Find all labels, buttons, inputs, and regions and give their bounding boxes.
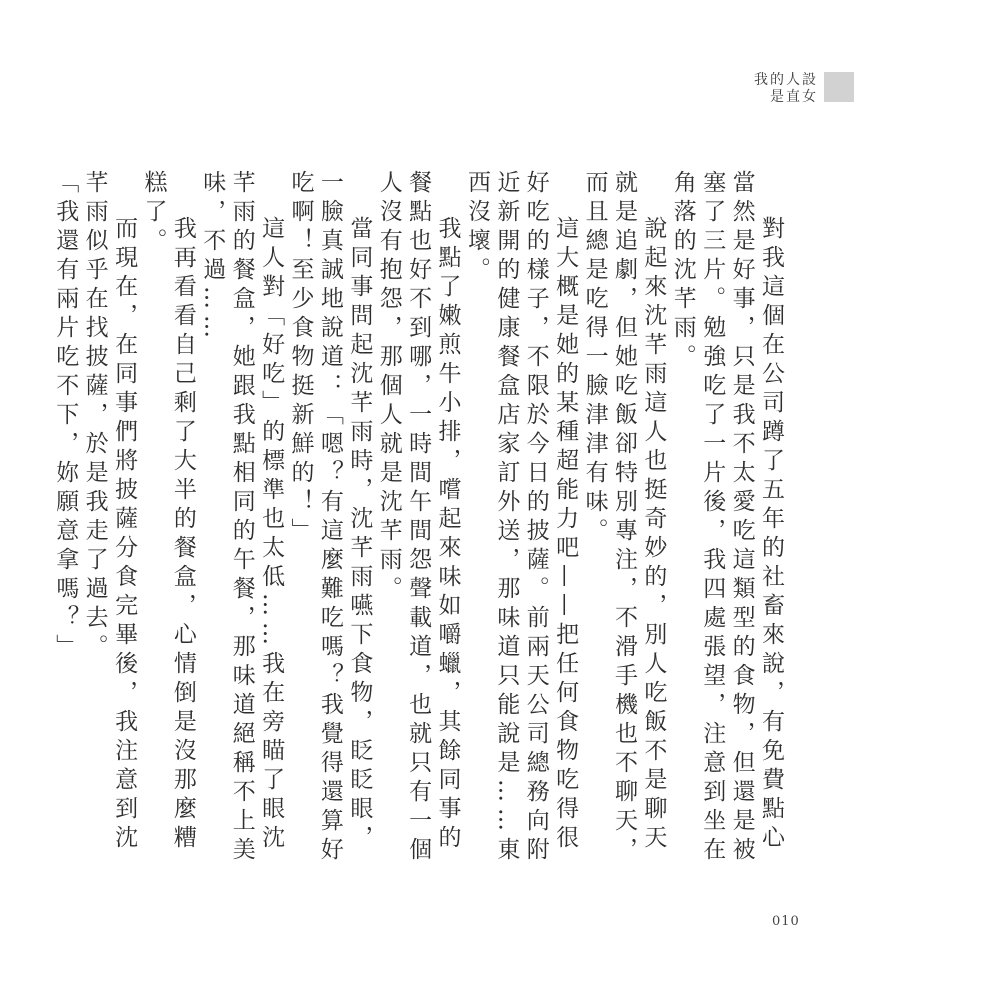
paragraph-6: 這人對「好吃」的標準也太低……我在旁瞄了眼沈芊雨的餐盒，她跟我點相同的午餐，那味道絕稱不上美味，不過…… [199, 170, 285, 866]
page-number: 010 [772, 914, 800, 929]
running-head-line-1: 我的人設 [754, 72, 818, 88]
paragraph-3: 這大概是她的某種超能力吧——把任何食物吃得很好吃的樣子，不限於今日的披薩。前兩天公司總務向附近新開的健康餐盒店家訂外送，那味道只能說是……東西沒壞。 [463, 170, 579, 866]
paragraph-9: 「我還有兩片吃不下，妳願意拿嗎？」 [52, 170, 79, 663]
paragraph-2: 說起來沈芊雨這人也挺奇妙的，別人吃飯不是聊天就是追劇，但她吃飯卻特別專注，不滑手機也不聊天，而且總是吃得一臉津津有味。 [581, 170, 667, 866]
paragraph-4: 我點了嫩煎牛小排，嚐起來味如嚼蠟，其餘同事的餐點也好不到哪，一時間午間怨聲載道，也就只有一個人沒有抱怨，那個人就是沈芊雨。 [375, 170, 461, 866]
running-head [754, 72, 818, 106]
paragraph-1: 對我這個在公司蹲了五年的社畜來說，有免費點心當然是好事，只是我不太愛吃這類型的食物，但還是被塞了三片。勉強吃了一片後，我四處張望，注意到坐在角落的沈芊雨。 [669, 170, 784, 866]
running-head-line-2: 是直女 [770, 89, 818, 105]
paragraph-8: 而現在，在同事們將披薩分食完畢後，我注意到沈芊雨似乎在找披薩，於是我走了過去。 [81, 170, 138, 854]
paragraph-5: 當同事問起沈芊雨時，沈芊雨嚥下食物，眨眨眼，一臉真誠地說道：「嗯？有這麼難吃嗎？我覺得還算好吃啊！至少食物挺新鮮的！」 [287, 170, 373, 866]
body-text [50, 170, 785, 880]
chapter-marker-block [824, 72, 854, 102]
paragraph-7: 我再看看自己剩了大半的餐盒，心情倒是沒那麼糟糕了。 [140, 170, 196, 854]
